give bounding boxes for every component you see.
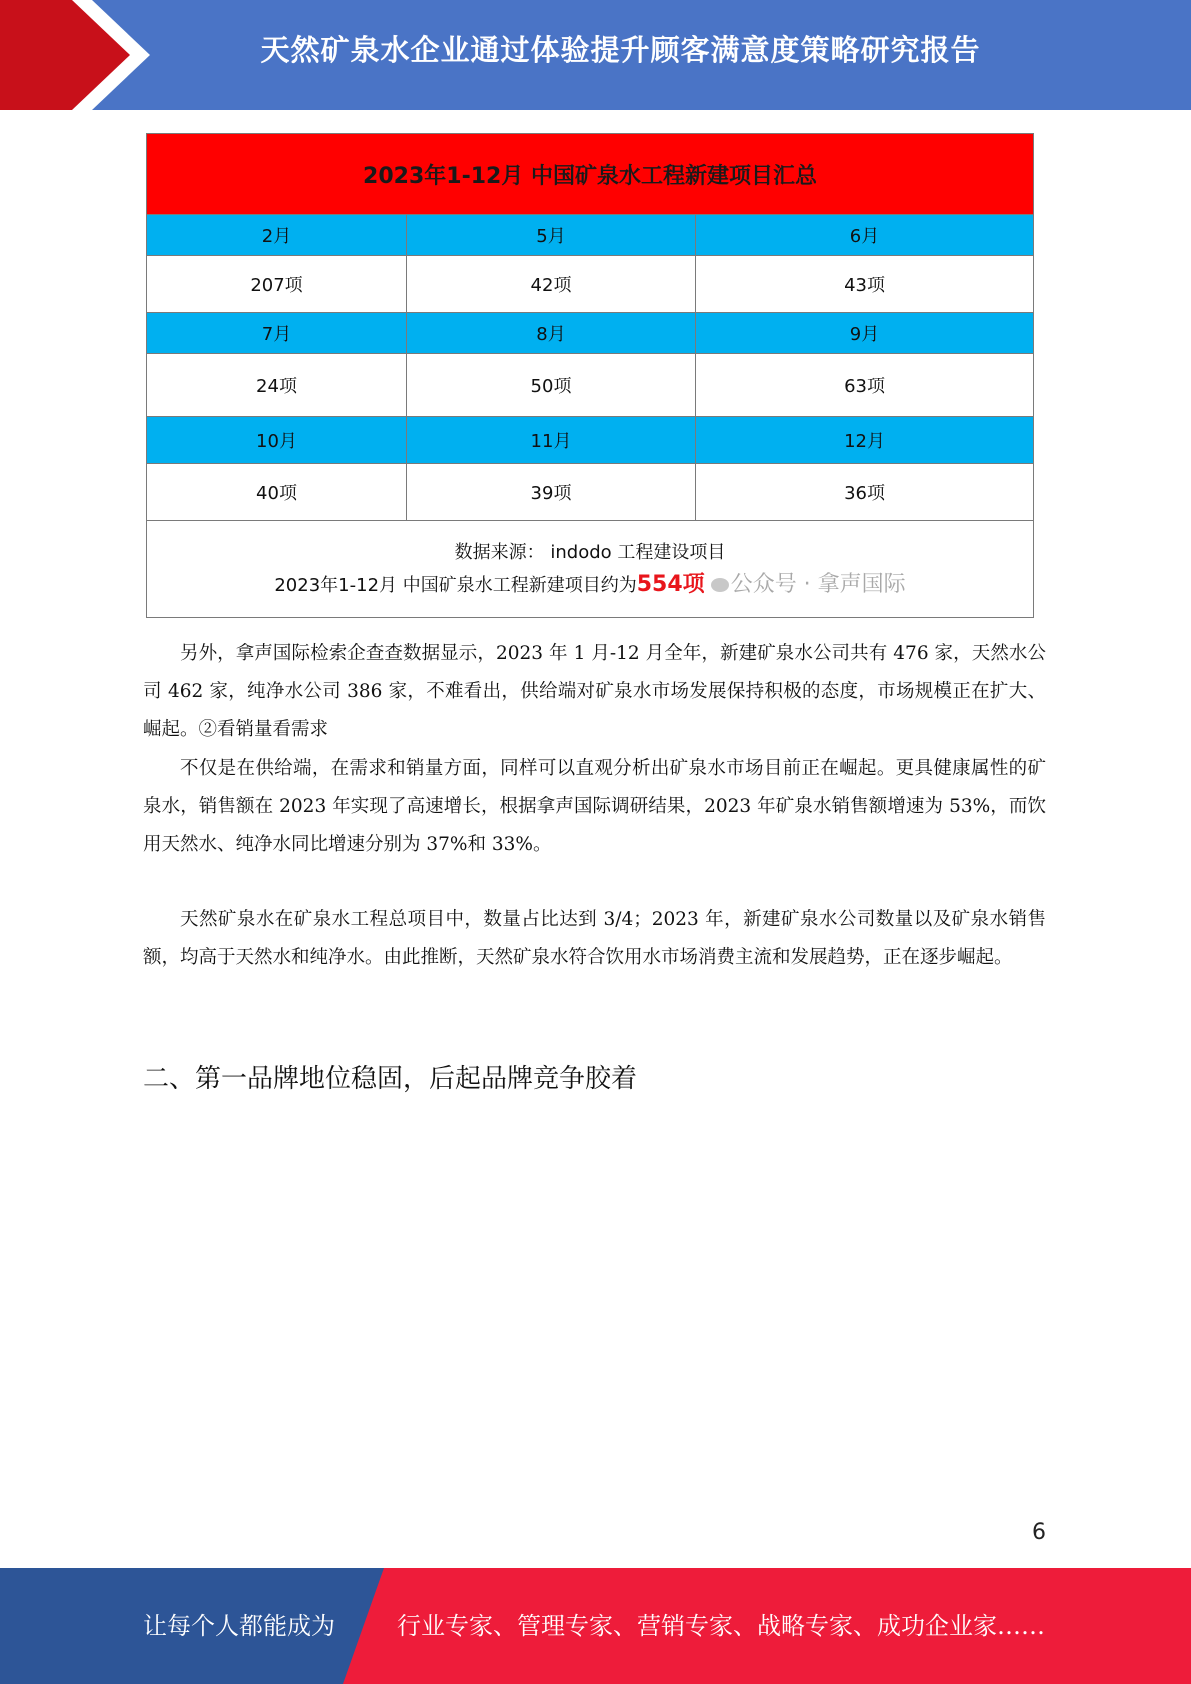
table-month-row (147, 215, 1034, 256)
data-source-line: 数据来源： indodo 工程建设项目 (454, 541, 726, 563)
table-source-row (147, 521, 1034, 618)
table-month-row (147, 313, 1034, 354)
footer-slogan-left: 让每个人都能成为 (143, 1612, 335, 1640)
value-cell: 40项 (147, 464, 407, 521)
total-line (147, 569, 1033, 602)
wechat-bubble-icon (711, 578, 729, 592)
body-paragraph: 不仅是在供给端，在需求和销量方面，同样可以直观分析出矿泉水市场目前正在崛起。更具健康属性的矿泉水，销售额在 2023 年实现了高速增长，根据拿声国际调研结果，2023 年矿泉水销售额增速为 53%，而饮用天然水、纯净水同比增速分别为 37%和 33%。 (143, 758, 1046, 855)
table-value-row (147, 464, 1034, 521)
body-paragraph: 天然矿泉水在矿泉水工程总项目中，数量占比达到 3/4；2023 年，新建矿泉水公司数量以及矿泉水销售额，均高于天然水和纯净水。由此推断，天然矿泉水符合饮用水市场消费主流和发展趋势，正在逐步崛起。 (143, 909, 1046, 968)
footer-slogan-right: 行业专家、管理专家、营销专家、战略专家、成功企业家…… (397, 1612, 1045, 1640)
watermark-text: 公众号 · 拿声国际 (730, 571, 906, 597)
month-cell: 11月 (407, 417, 696, 464)
body-paragraph: 另外，拿声国际检索企查查数据显示，2023 年 1 月-12 月全年，新建矿泉水公司共有 476 家，天然水公司 462 家，纯净水公司 386 家，不难看出，供给端对矿泉水市场发展保持积极的态度，市场规模正在扩大、崛起。②看销量看需求 (143, 643, 1046, 740)
total-prefix: 2023年1-12月 中国矿泉水工程新建项目约为 (274, 574, 637, 596)
report-title: 天然矿泉水企业通过体验提升顾客满意度策略研究报告 (260, 33, 981, 67)
month-cell: 7月 (147, 313, 407, 354)
month-cell: 5月 (407, 215, 696, 256)
value-cell: 207项 (147, 256, 407, 313)
month-cell: 9月 (696, 313, 1034, 354)
month-cell: 6月 (696, 215, 1034, 256)
watermark (711, 572, 906, 597)
total-value: 554项 (636, 571, 705, 597)
value-cell: 36项 (696, 464, 1034, 521)
header-banner (0, 0, 1191, 110)
table-title-row (147, 134, 1034, 215)
month-cell: 10月 (147, 417, 407, 464)
value-cell: 39项 (407, 464, 696, 521)
value-cell: 43项 (696, 256, 1034, 313)
page-number: 6 (1032, 1520, 1046, 1545)
table-value-row (147, 256, 1034, 313)
projects-summary-table (146, 133, 1034, 618)
table-source-cell (147, 521, 1034, 618)
section-heading: 二、第一品牌地位稳固，后起品牌竞争胶着 (143, 1064, 638, 1094)
table-title: 2023年1-12月 中国矿泉水工程新建项目汇总 (147, 134, 1034, 215)
month-cell: 8月 (407, 313, 696, 354)
table-value-row (147, 354, 1034, 417)
value-cell: 24项 (147, 354, 407, 417)
footer-banner (0, 1568, 1191, 1684)
month-cell: 2月 (147, 215, 407, 256)
value-cell: 63项 (696, 354, 1034, 417)
value-cell: 42项 (407, 256, 696, 313)
table-month-row (147, 417, 1034, 464)
month-cell: 12月 (696, 417, 1034, 464)
value-cell: 50项 (407, 354, 696, 417)
